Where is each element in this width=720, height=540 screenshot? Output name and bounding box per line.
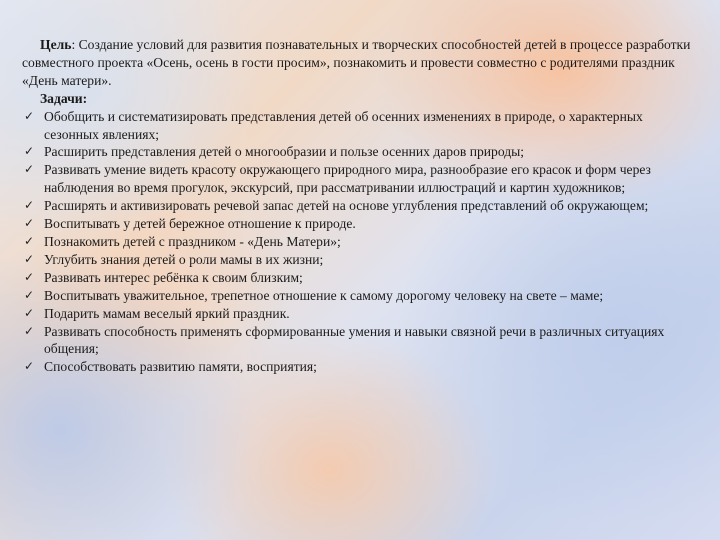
- list-item: [22, 269, 694, 287]
- task-text: Воспитывать уважительное, трепетное отношение к самому дорогому человеку на свете – маме;: [44, 287, 604, 303]
- check-icon: ✓: [24, 269, 35, 284]
- task-text: Развивать умение видеть красоту окружающего природного мира, разнообразие его красок и форм через наблюдения во время прогулок, экскурсий, при рассматривании иллюстраций и картин художников;: [44, 162, 651, 196]
- task-text: Расширять и активизировать речевой запас детей на основе углубления представлений об окружающем;: [44, 198, 649, 214]
- task-text: Развивать способность применять сформированные умения и навыки связной речи в различных ситуациях общения;: [44, 323, 665, 357]
- list-item: [22, 108, 694, 144]
- check-icon: ✓: [24, 287, 35, 302]
- check-icon: ✓: [24, 144, 35, 159]
- list-item: [22, 161, 694, 197]
- goal-text: : Создание условий для развития познавательных и творческих способностей детей в процессе разработки совместного проекта «Осень, осень в гости просим», познакомить и провести совместно с родителями праздник «День матери».: [22, 37, 691, 88]
- list-item: [22, 251, 694, 269]
- list-item: [22, 323, 694, 359]
- task-list: [22, 108, 694, 377]
- check-icon: ✓: [24, 108, 35, 123]
- goal-paragraph: [22, 36, 694, 90]
- check-icon: ✓: [24, 305, 35, 320]
- check-icon: ✓: [24, 216, 35, 231]
- task-text: Познакомить детей с праздником - «День Матери»;: [44, 233, 341, 249]
- list-item: [22, 143, 694, 161]
- list-item: [22, 233, 694, 251]
- check-icon: ✓: [24, 233, 35, 248]
- list-item: [22, 305, 694, 323]
- goal-label: Цель: [40, 37, 72, 52]
- check-icon: ✓: [24, 162, 35, 177]
- task-text: Способствовать развитию памяти, восприятия;: [44, 359, 317, 375]
- task-text: Развивать интерес ребёнка к своим близким;: [44, 269, 303, 285]
- list-item: [22, 287, 694, 305]
- task-text: Обобщить и систематизировать представления детей об осенних изменениях в природе, о характерных сезонных явлениях;: [44, 108, 643, 142]
- check-icon: ✓: [24, 251, 35, 266]
- task-text: Углубить знания детей о роли мамы в их жизни;: [44, 251, 324, 267]
- list-item: [22, 215, 694, 233]
- task-text: Подарить мамам веселый яркий праздник.: [44, 305, 290, 321]
- check-icon: ✓: [24, 198, 35, 213]
- list-item: [22, 358, 694, 376]
- slide-content: [22, 36, 694, 376]
- task-text: Расширить представления детей о многообразии и пользе осенних даров природы;: [44, 144, 525, 160]
- task-text: Воспитывать у детей бережное отношение к природе.: [44, 216, 356, 232]
- check-icon: ✓: [24, 323, 35, 338]
- tasks-title: Задачи:: [40, 90, 88, 106]
- check-icon: ✓: [24, 359, 35, 374]
- list-item: [22, 197, 694, 215]
